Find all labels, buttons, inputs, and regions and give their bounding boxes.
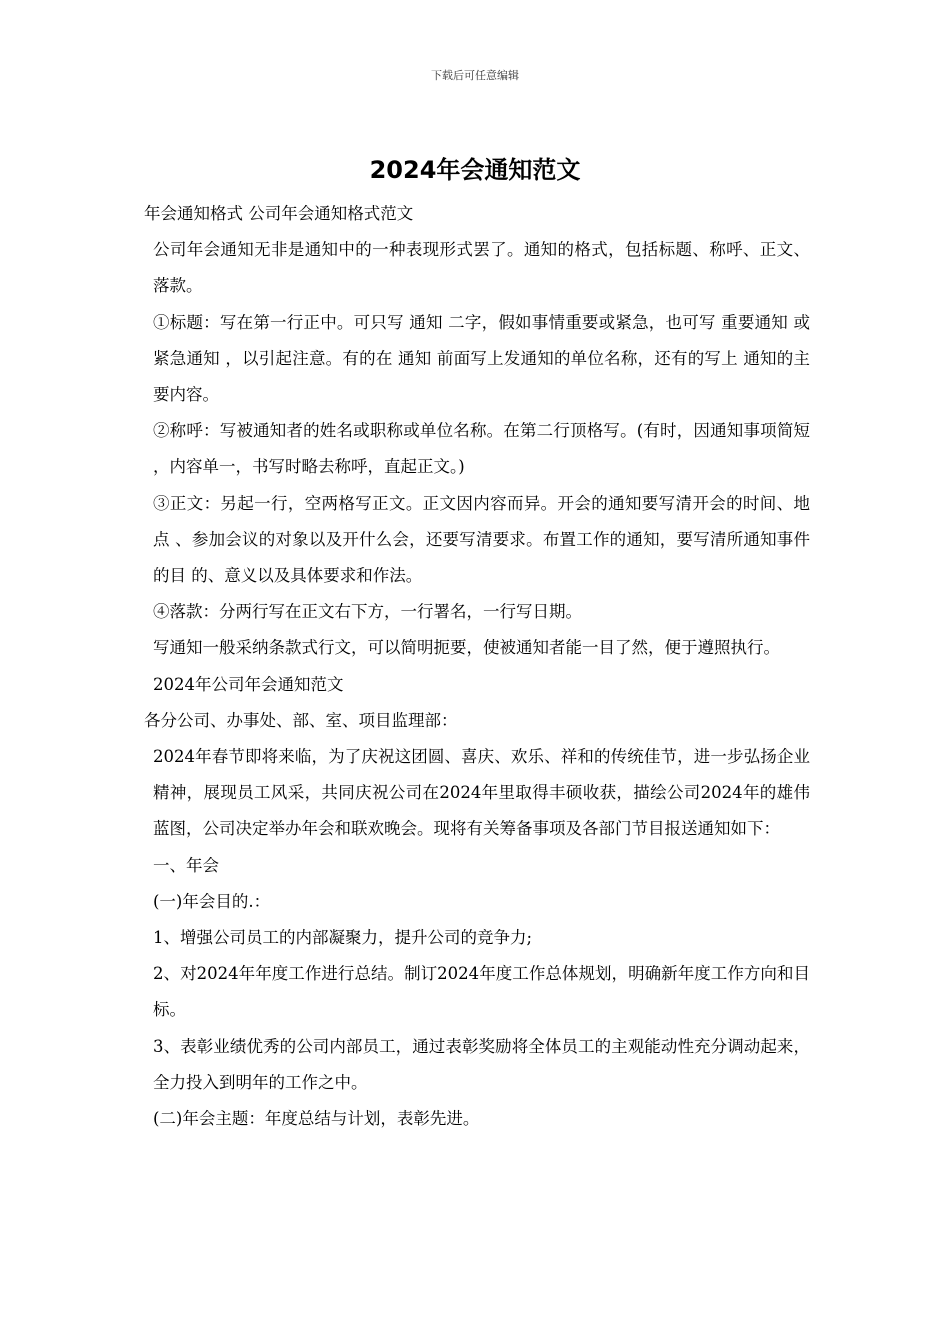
list-item-2: 2、对2024年年度工作进行总结。制订2024年度工作总体规划，明确新年度工作方向和目标。 bbox=[153, 964, 810, 1020]
paragraph-salutation-rule: ②称呼：写被通知者的姓名或职称或单位名称。在第二行顶格写。(有时，因通知事项简短 ，内容单一，书写时略去称呼，直起正文。) bbox=[153, 421, 810, 477]
paragraph-signature-rule: ④落款：分两行写在正文右下方，一行署名，一行写日期。 bbox=[153, 602, 582, 622]
section-heading-annual-meeting: 一、年会 bbox=[153, 855, 219, 875]
header-note: 下载后可任意编辑 bbox=[431, 69, 519, 82]
paragraph-title-rule: ①标题：写在第一行正中。可只写 通知 二字，假如事情重要或紧急，也可写 重要通知 或 紧急通知 ，以引起注意。有的在 通知 前面写上发通知的单位名称，还有的写上 通知的主要内容。 bbox=[153, 312, 810, 405]
subsection-purpose: (一)年会目的.： bbox=[153, 891, 271, 911]
paragraph-format-heading: 年会通知格式 公司年会通知格式范文 bbox=[144, 204, 414, 223]
document-body bbox=[144, 196, 810, 1137]
paragraph-body-rule: ③正文：另起一行，空两格写正文。正文因内容而异。开会的通知要写清开会的时间、地点 、参加会议的对象以及开什么会，还要写清要求。布置工作的通知，要写清所通知事件的目 的、意义以及具体要求和作法。 bbox=[153, 493, 810, 586]
paragraph-recipients: 各分公司、办事处、部、室、项目监理部： bbox=[144, 710, 458, 730]
paragraph-intro: 公司年会通知无非是通知中的一种表现形式罢了。通知的格式，包括标题、称呼、正文、落款。 bbox=[153, 240, 810, 296]
document-title: 2024年会通知范文 bbox=[369, 156, 581, 184]
list-item-1: 1、增强公司员工的内部凝聚力，提升公司的竞争力; bbox=[153, 928, 533, 948]
paragraph-sample-heading: 2024年公司年会通知范文 bbox=[153, 674, 344, 694]
subsection-theme: (二)年会主题：年度总结与计划，表彰先进。 bbox=[153, 1109, 480, 1129]
paragraph-announcement: 2024年春节即将来临，为了庆祝这团圆、喜庆、欢乐、祥和的传统佳节，进一步弘扬企业精神，展现员工风采，共同庆祝公司在2024年里取得丰硕收获，描绘公司2024年的雄伟蓝图，公司决定举办年会和联欢晚会。现将有关筹备事项及各部门节目报送通知如下： bbox=[153, 747, 810, 839]
paragraph-style-note: 写通知一般采纳条款式行文，可以简明扼要，使被通知者能一目了然，便于遵照执行。 bbox=[153, 638, 780, 658]
list-item-3: 3、表彰业绩优秀的公司内部员工，通过表彰奖励将全体员工的主观能动性充分调动起来，全力投入到明年的工作之中。 bbox=[153, 1036, 810, 1092]
